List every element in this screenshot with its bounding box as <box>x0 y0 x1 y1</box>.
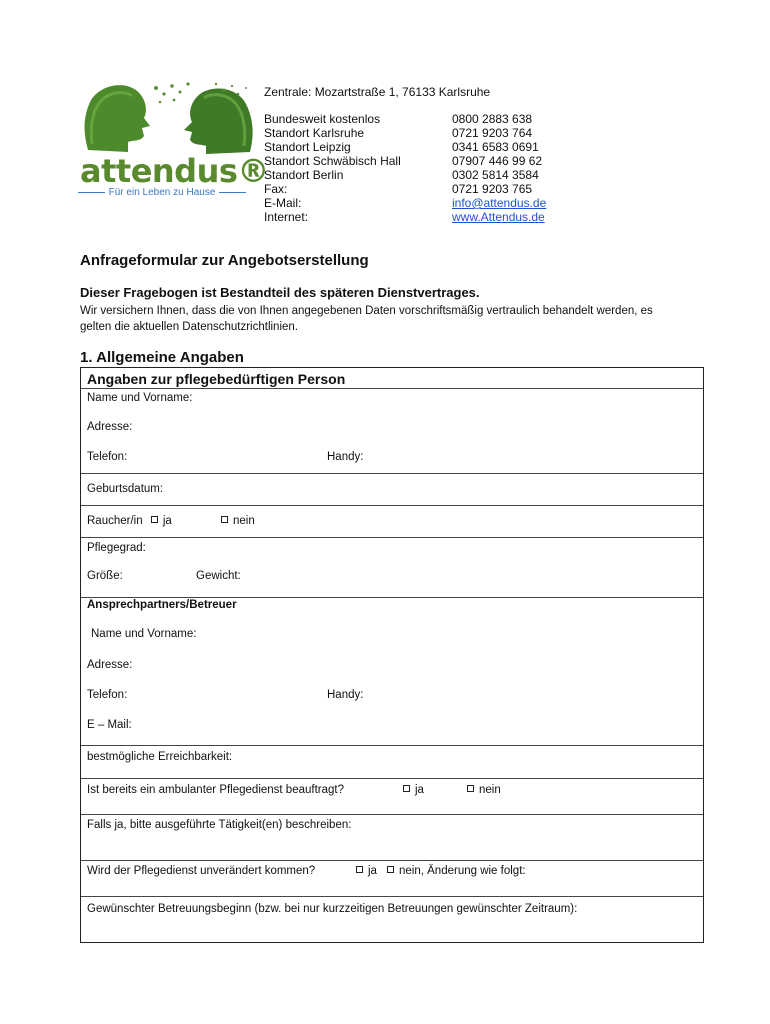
start-row <box>81 897 703 943</box>
contact-value: 0302 5814 3584 <box>452 168 539 182</box>
smoker-text: Raucher/in <box>87 515 143 527</box>
unchanged-yes-option <box>356 865 377 877</box>
address-field[interactable]: Adresse: <box>87 421 133 433</box>
contact-name-field[interactable]: Name und Vorname: <box>91 628 197 640</box>
care-level-row <box>81 538 703 598</box>
contact-label: Fax: <box>264 182 288 196</box>
birthdate-row <box>81 474 703 506</box>
general-info-form <box>80 367 704 943</box>
start-field[interactable]: Gewünschter Betreuungsbeginn (bzw. bei nur kurzzeitigen Betreuungen gewünschter Zeitraum): <box>87 903 578 915</box>
person-block <box>81 368 703 474</box>
reachability-row <box>81 746 703 779</box>
contact-person-heading: Ansprechpartners/Betreuer <box>87 599 237 611</box>
contact-phone-field[interactable]: Telefon: <box>87 689 128 701</box>
unchanged-question: Wird der Pflegedienst unverändert kommen? <box>87 865 316 877</box>
no-label: nein <box>233 515 255 527</box>
height-field[interactable]: Größe: <box>87 570 123 582</box>
contact-label: Standort Leipzig <box>264 140 351 154</box>
contact-value: 0341 6583 0691 <box>452 140 539 154</box>
ambulant-yes-option <box>403 784 424 796</box>
ambulant-no-checkbox[interactable] <box>467 785 474 792</box>
reachability-field[interactable]: bestmögliche Erreichbarkeit: <box>87 751 233 763</box>
phone-field[interactable]: Telefon: <box>87 451 128 463</box>
contact-person-block <box>81 598 703 746</box>
contact-label: Standort Karlsruhe <box>264 126 365 140</box>
divider <box>78 192 105 193</box>
weight-field[interactable]: Gewicht: <box>196 570 241 582</box>
contact-address-field[interactable]: Adresse: <box>87 659 133 671</box>
smoker-no-checkbox[interactable] <box>221 516 228 523</box>
contact-labels <box>264 112 401 224</box>
yes-label: ja <box>368 865 377 877</box>
contact-values <box>452 112 546 224</box>
section-title: 1. Allgemeine Angaben <box>80 349 244 366</box>
contact-value: 0721 9203 765 <box>452 182 533 196</box>
logo-wordmark: attendus® <box>80 152 269 190</box>
name-field[interactable]: Name und Vorname: <box>87 392 193 404</box>
smoker-label <box>87 515 172 527</box>
divider <box>219 192 246 193</box>
tagline-text: Für ein Leben zu Hause <box>108 187 216 198</box>
two-heads-icon <box>78 80 256 155</box>
contact-label: E-Mail: <box>264 196 302 210</box>
smoker-row <box>81 506 703 538</box>
privacy-intro: Wir versichern Ihnen, dass die von Ihnen angegebenen Daten vorschriftsmäßig vertraulich behandelt werden, es gelten die aktuellen Datenschutzrichtlinien. <box>80 305 653 333</box>
care-level-field[interactable]: Pflegegrad: <box>87 542 146 554</box>
contact-value: 0721 9203 764 <box>452 126 533 140</box>
contact-value: 07907 446 99 62 <box>452 154 543 168</box>
unchanged-row <box>81 861 703 897</box>
website-link[interactable]: www.Attendus.de <box>452 210 545 224</box>
headquarters-address: Zentrale: Mozartstraße 1, 76133 Karlsruhe <box>264 85 491 99</box>
contact-label: Standort Schwäbisch Hall <box>264 154 401 168</box>
no-change-label: nein, Änderung wie folgt: <box>399 865 526 877</box>
ambulant-no-option <box>467 784 501 796</box>
logo-tagline <box>78 187 246 198</box>
contact-label: Standort Berlin <box>264 168 344 182</box>
activities-row <box>81 815 703 861</box>
attendus-logo <box>78 80 269 205</box>
form-title: Anfrageformular zur Angebotserstellung <box>80 252 369 269</box>
unchanged-no-option <box>387 865 526 877</box>
yes-label: ja <box>415 784 424 796</box>
activities-field[interactable]: Falls ja, bitte ausgeführte Tätigkeit(en) beschreiben: <box>87 819 352 831</box>
divider <box>81 388 703 389</box>
yes-label: ja <box>162 515 172 527</box>
contact-label: Bundesweit kostenlos <box>264 112 381 126</box>
unchanged-yes-checkbox[interactable] <box>356 866 363 873</box>
birthdate-field[interactable]: Geburtsdatum: <box>87 483 164 495</box>
mobile-field[interactable]: Handy: <box>327 451 364 463</box>
contact-mobile-field[interactable]: Handy: <box>327 689 364 701</box>
email-link[interactable]: info@attendus.de <box>452 196 547 210</box>
contact-value: 0800 2883 638 <box>452 112 533 126</box>
smoker-no-option <box>221 515 255 527</box>
contact-label: Internet: <box>264 210 309 224</box>
contact-email-field[interactable]: E – Mail: <box>87 719 132 731</box>
no-label: nein <box>479 784 501 796</box>
form-subtitle: Dieser Fragebogen ist Bestandteil des späteren Dienstvertrages. <box>80 285 480 300</box>
unchanged-no-checkbox[interactable] <box>387 866 394 873</box>
ambulant-question: Ist bereits ein ambulanter Pflegedienst beauftragt? <box>87 784 344 796</box>
box-title: Angaben zur pflegebedürftigen Person <box>87 371 346 387</box>
smoker-yes-checkbox[interactable] <box>151 516 158 523</box>
ambulant-row <box>81 779 703 815</box>
ambulant-yes-checkbox[interactable] <box>403 785 410 792</box>
